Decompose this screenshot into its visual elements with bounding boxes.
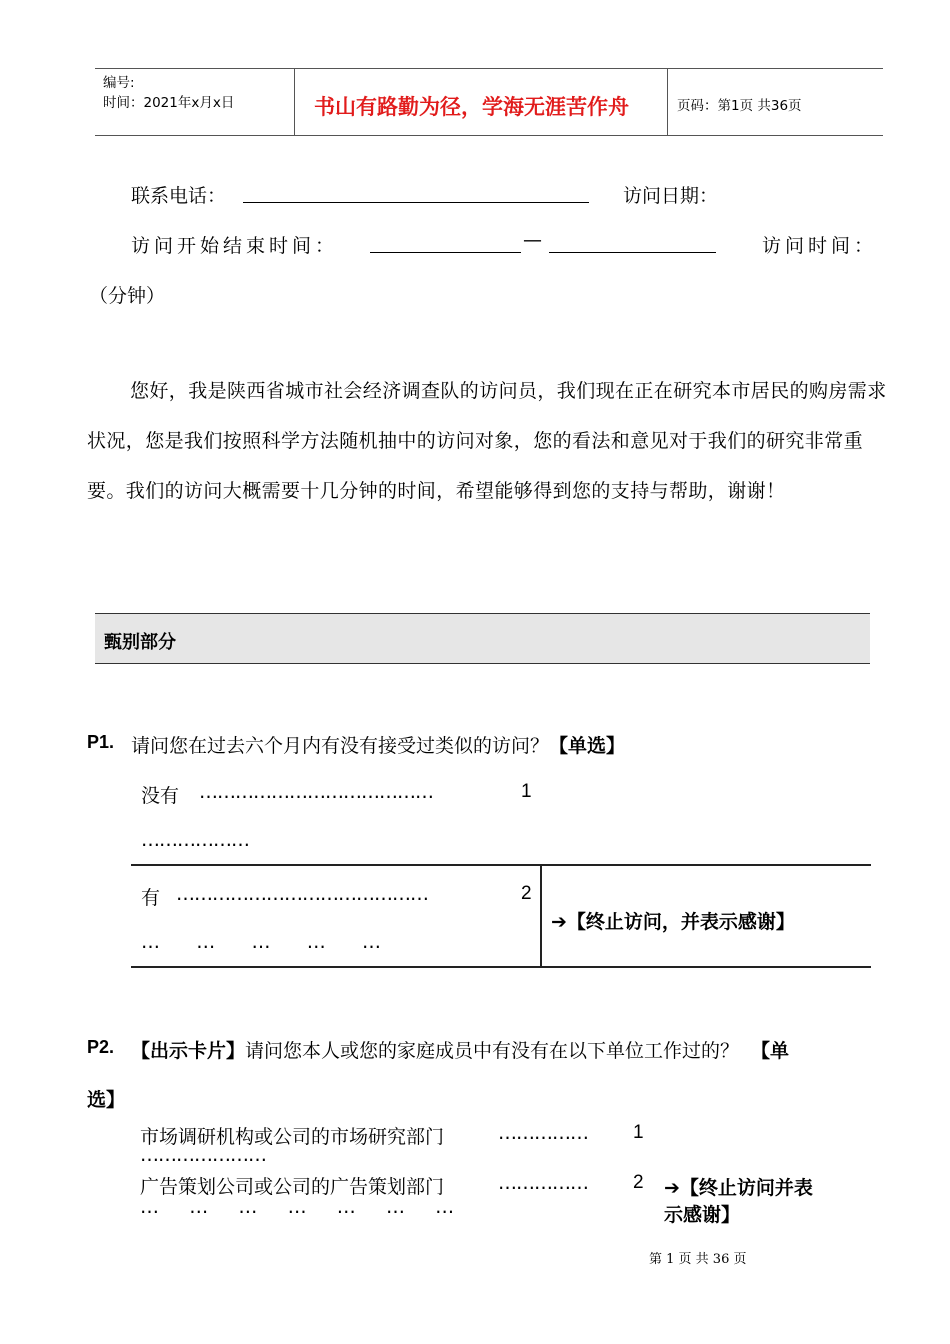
p1-option-1-code: 1 xyxy=(521,781,532,802)
start-time-input-line[interactable] xyxy=(370,252,521,253)
intro-text: 您好，我是陕西省城市社会经济调查队的访问员，我们现在正在研究本市居民的购房需求状况，您是我们按照科学方法随机抽中的访问对象，您的看法和意见对于我们的研究非常重要。我们的访问大概需要十几分钟的时间，希望能够得到您的支持与帮助，谢谢！ xyxy=(87,380,887,502)
p1-option-1-label: 没有 xyxy=(141,785,180,807)
header-divider-right xyxy=(667,68,668,136)
header-code-label: 编号: xyxy=(103,75,135,91)
phone-label: 联系电话： xyxy=(131,185,227,207)
header-time-label: 时间：2021年x月x日 xyxy=(103,95,235,111)
section-title: 甄别部分 xyxy=(104,632,176,653)
duration-label: 访问时间： xyxy=(762,235,878,257)
p2-option-1-code: 1 xyxy=(633,1122,644,1143)
header-bottom-rule xyxy=(95,135,883,136)
p2-option-2-dots-cont: … … … … … … … xyxy=(140,1196,455,1218)
p1-option-2-code: 2 xyxy=(521,883,532,904)
time-dash: — xyxy=(523,229,542,251)
page-footer: 第 1 页 共 36 页 xyxy=(649,1252,747,1267)
p1-option-1-dots-cont: ……………… xyxy=(141,829,249,851)
header-divider-left xyxy=(294,68,295,136)
p1-option-1-dots: ………………………………… xyxy=(199,781,433,803)
section-header xyxy=(95,613,870,664)
p1-single-tag: 【单选】 xyxy=(549,735,626,757)
p1-box-top xyxy=(131,864,871,866)
p2-option-2-label: 广告策划公司或公司的广告策划部门 xyxy=(140,1176,445,1198)
p2-option-2-code: 2 xyxy=(633,1172,644,1193)
p2-question-text: 请问您本人或您的家庭成员中有没有在以下单位工作过的？ xyxy=(245,1040,740,1062)
header-page-info: 页码：第1页 共36页 xyxy=(677,98,802,114)
p2-show-card-tag: 【出示卡片】 xyxy=(131,1040,246,1062)
header-motto: 书山有路勤为径，学海无涯苦作舟 xyxy=(314,94,629,119)
p1-box-bottom xyxy=(131,966,871,968)
p2-option-1-dots-cont: ………………… xyxy=(140,1144,266,1166)
p1-question-text: 请问您在过去六个月内有没有接受过类似的访问？ xyxy=(131,735,550,757)
p2-single-tag-a: 【单 xyxy=(751,1040,790,1062)
p1-option-2-dots: …………………………………… xyxy=(176,883,428,905)
p1-option-2-dots-cont: … … … … … xyxy=(141,931,381,953)
header-top-rule xyxy=(95,68,883,69)
p2-option-1-dots: …………… xyxy=(498,1122,588,1144)
p2-option-2-dots: …………… xyxy=(498,1172,588,1194)
visit-date-label: 访问日期： xyxy=(623,185,719,207)
intro-paragraph xyxy=(87,366,893,516)
p2-terminate-instruction-a: ➔【终止访问并表 xyxy=(664,1177,813,1199)
p1-number: P1. xyxy=(87,732,115,752)
p1-question xyxy=(131,731,625,758)
duration-unit: （分钟） xyxy=(89,285,166,307)
p1-option-2-label: 有 xyxy=(141,887,161,909)
p2-number: P2. xyxy=(87,1037,115,1057)
p2-question xyxy=(131,1036,789,1063)
phone-input-line[interactable] xyxy=(243,202,589,203)
p1-terminate-instruction: ➔【终止访问，并表示感谢】 xyxy=(551,911,795,933)
start-end-time-label: 访问开始结束时间： xyxy=(131,235,339,257)
p1-box-divider xyxy=(540,864,542,968)
p2-terminate-instruction-b: 示感谢】 xyxy=(664,1204,741,1226)
p2-single-tag-b: 选】 xyxy=(87,1089,126,1111)
end-time-input-line[interactable] xyxy=(549,252,716,253)
p2-option-1-label: 市场调研机构或公司的市场研究部门 xyxy=(140,1126,445,1148)
